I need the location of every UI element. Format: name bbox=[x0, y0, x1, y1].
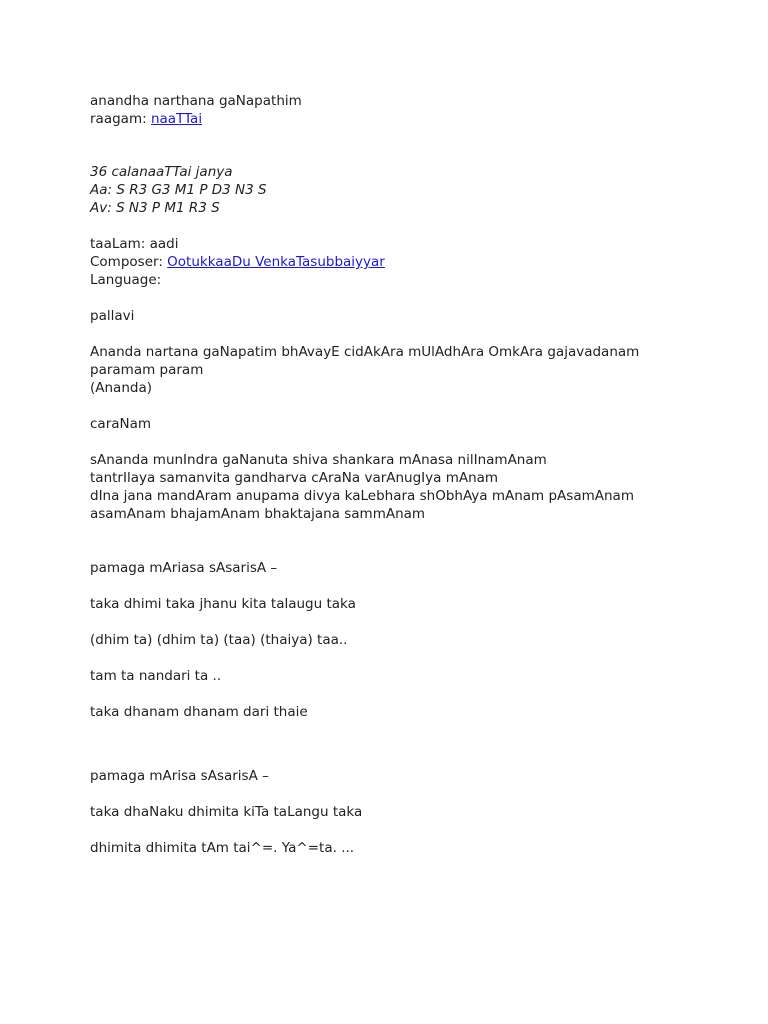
pallavi-heading: pallavi bbox=[90, 308, 135, 324]
composer-line bbox=[90, 253, 748, 271]
rhythm-line: taka dhanam dhanam dari thaie bbox=[90, 704, 308, 720]
pallavi-line: paramam param bbox=[90, 362, 204, 378]
rhythm-line: dhimita dhimita tAm tai^=. Ya^=ta. ... bbox=[90, 840, 355, 856]
janya-parent: 36 calanaaTTai janya bbox=[90, 164, 233, 180]
raagam-line bbox=[90, 110, 748, 128]
raagam-label: raagam: bbox=[90, 111, 151, 127]
composer-label: Composer: bbox=[90, 254, 168, 270]
rhythm-line: (dhim ta) (dhim ta) (taa) (thaiya) taa.. bbox=[90, 632, 348, 648]
language: Language: bbox=[90, 272, 162, 288]
pallavi-line: Ananda nartana gaNapatim bhAvayE cidAkAra mUlAdhAra OmkAra gajavadanam bbox=[90, 344, 640, 360]
taalam: taaLam: aadi bbox=[90, 236, 179, 252]
document-page bbox=[90, 90, 748, 857]
pallavi-text bbox=[90, 343, 748, 397]
aarohanam: Aa: S R3 G3 M1 P D3 N3 S bbox=[90, 182, 267, 198]
rhythm-line: tam ta nandari ta .. bbox=[90, 668, 222, 684]
meta-block bbox=[90, 235, 748, 289]
avarohanam: Av: S N3 P M1 R3 S bbox=[90, 200, 220, 216]
caranam-line: sAnanda munIndra gaNanuta shiva shankara mAnasa nilInamAnam bbox=[90, 452, 547, 468]
caranam-line: tantrIlaya samanvita gandharva cAraNa varAnugIya mAnam bbox=[90, 470, 499, 486]
rhythm-line: taka dhaNaku dhimita kiTa taLangu taka bbox=[90, 804, 363, 820]
swara-line-1: pamaga mAriasa sAsarisA – bbox=[90, 560, 278, 576]
raagam-link[interactable]: naaTTai bbox=[150, 111, 203, 127]
song-title: anandha narthana gaNapathim bbox=[90, 93, 302, 109]
caranam-line: asamAnam bhajamAnam bhaktajana sammAnam bbox=[90, 506, 426, 522]
rhythm-line: taka dhimi taka jhanu kita talaugu taka bbox=[90, 596, 356, 612]
swara-line-2: pamaga mArisa sAsarisA – bbox=[90, 768, 269, 784]
composer-link[interactable]: OotukkaaDu VenkaTasubbaiyyar bbox=[167, 254, 385, 270]
janya-block bbox=[90, 163, 748, 217]
caranam-heading: caraNam bbox=[90, 416, 152, 432]
caranam-text bbox=[90, 451, 748, 523]
caranam-line: dIna jana mandAram anupama divya kaLebhara shObhAya mAnam pAsamAnam bbox=[90, 488, 634, 504]
pallavi-line: (Ananda) bbox=[90, 380, 152, 396]
